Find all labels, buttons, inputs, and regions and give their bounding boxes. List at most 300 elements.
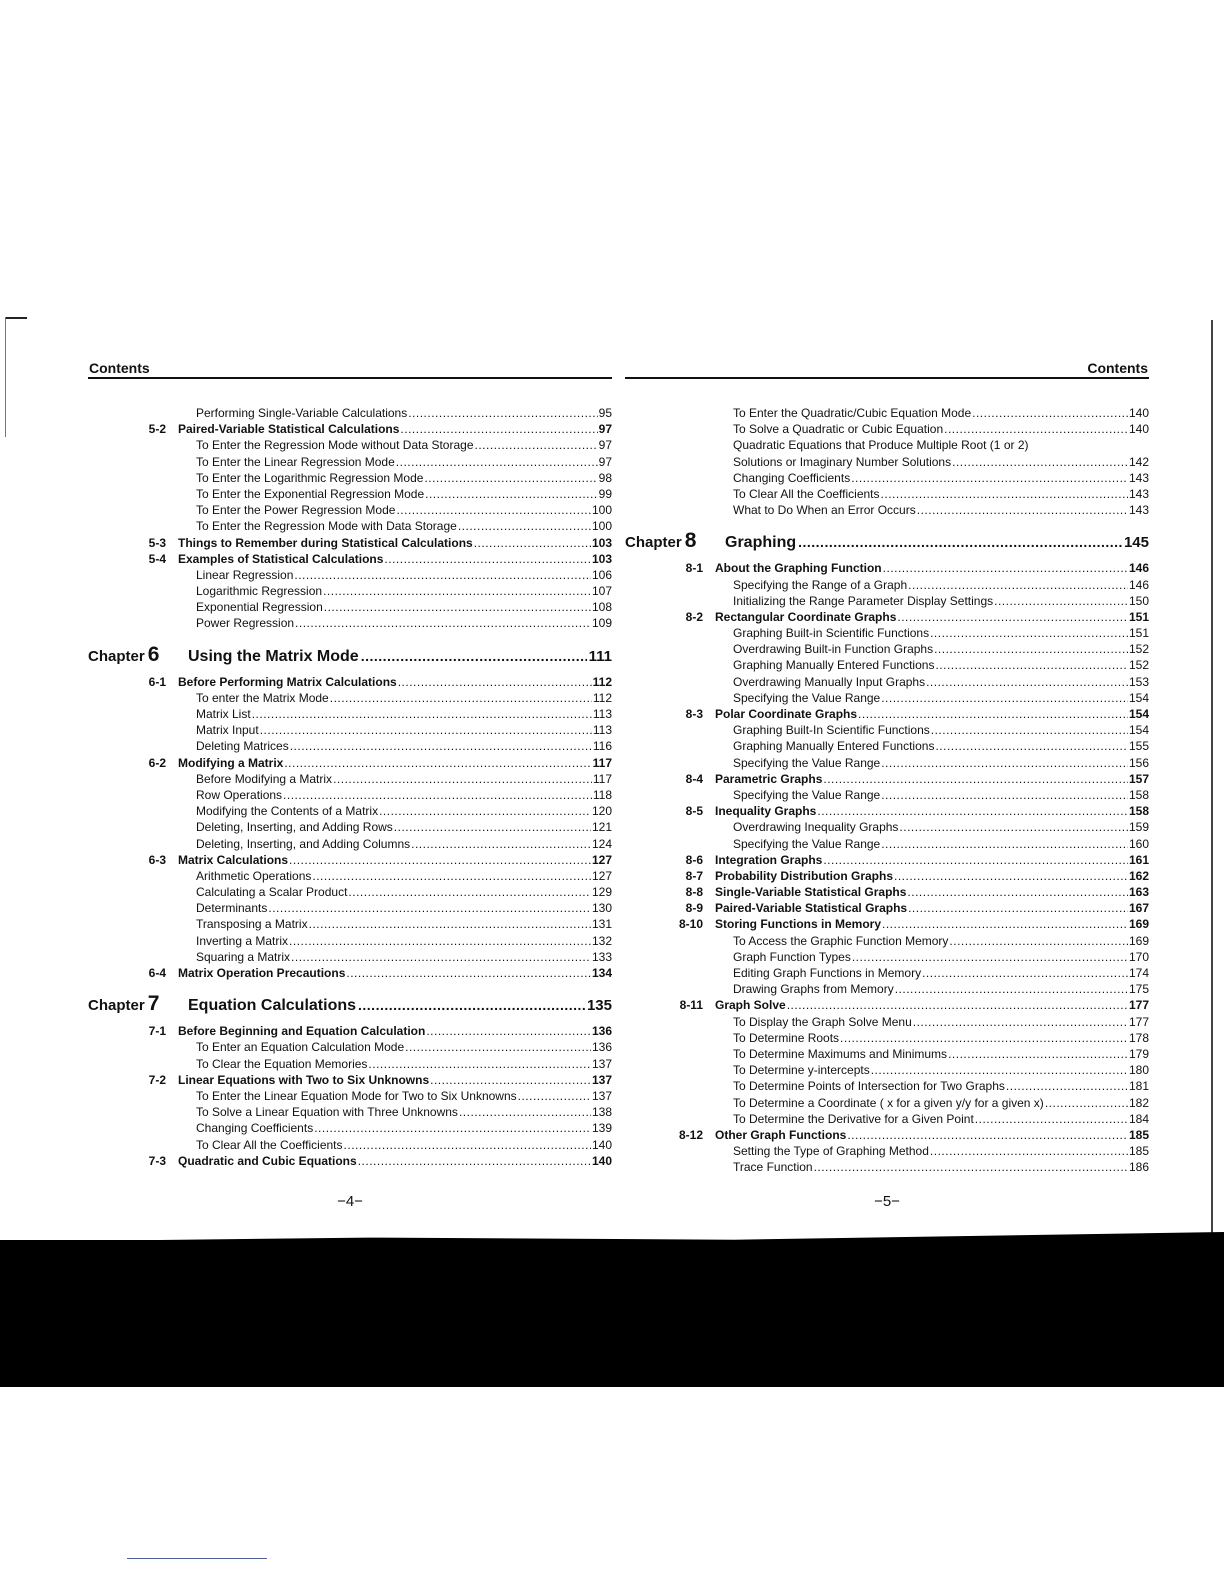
entry-title: To Display the Graph Solve Menu [733,1014,912,1029]
entry-title: Deleting, Inserting, and Adding Columns [196,836,411,851]
toc-entry [88,437,612,453]
leader-dots [424,470,597,486]
leader-dots [368,1056,591,1072]
toc-section-entry [625,916,1149,932]
entry-page: 146 [1128,561,1149,576]
leader-dots [787,997,1128,1013]
entry-title: Examples of Statistical Calculations [178,551,384,566]
leader-dots [361,639,587,673]
leader-dots [252,706,592,722]
entry-page: 97 [598,454,612,469]
toc-entry [88,1104,612,1120]
leader-dots [474,535,591,551]
entry-page: 181 [1128,1079,1149,1094]
leader-dots [852,949,1128,965]
entry-page: 151 [1128,626,1149,641]
entry-page: 136 [591,1024,612,1039]
leader-dots [949,933,1128,949]
entry-title: Trace Function [733,1160,813,1175]
leader-dots [994,593,1128,609]
entry-title: Matrix List [196,707,251,721]
entry-page: 95 [598,406,612,420]
toc-section-entry [625,997,1149,1013]
entry-page: 113 [592,707,612,721]
entry-page: 121 [591,820,612,835]
section-number: 8-8 [685,885,703,900]
entry-page: 133 [591,949,612,964]
leader-dots [1006,1078,1128,1094]
toc-entry [88,884,612,900]
toc-entry [88,405,612,421]
leader-dots [917,502,1128,518]
leader-dots [894,868,1128,884]
entry-page: 167 [1128,901,1149,916]
entry-page: 127 [591,868,612,883]
entry-title: Calculating a Scalar Product [196,885,348,900]
entry-page: 142 [1128,454,1149,469]
entry-page: 100 [591,503,612,518]
section-number: 8-4 [685,771,703,786]
leader-dots [425,486,598,502]
leader-dots [400,421,597,437]
entry-page: 140 [591,1137,612,1152]
leader-dots [972,405,1128,421]
entry-page: 117 [592,771,612,786]
toc-section-entry [88,1153,612,1169]
entry-title: Row Operations [196,787,283,802]
section-number: 7-2 [148,1072,166,1087]
entry-page: 154 [1128,723,1149,738]
leader-dots [295,615,591,631]
entry-title: To Clear the Equation Memories [196,1056,368,1071]
section-number: 8-2 [685,609,703,624]
leader-dots [907,884,1128,900]
toc-entry [88,706,612,722]
leader-dots [858,706,1128,722]
toc-entry [88,933,612,949]
entry-page: 140 [1128,406,1149,420]
toc-entry [625,819,1149,835]
leader-dots [823,852,1128,868]
entry-page: 139 [591,1121,612,1136]
entry-page: 100 [591,519,612,534]
leader-dots [426,1023,591,1039]
toc-section-entry [88,551,612,567]
leader-dots [851,470,1128,486]
chapter-page: 145 [1123,534,1149,552]
leader-dots [459,1104,591,1120]
entry-title: Graphing Built-In Scientific Functions [733,723,930,738]
leader-dots [408,405,597,421]
chapter-heading [88,638,612,672]
right-page-number: −5− [874,1193,900,1210]
section-number: 8-5 [685,804,703,819]
leader-dots [430,1072,591,1088]
toc-entry [88,771,612,787]
entry-page: 158 [1128,804,1149,819]
entry-title: To Enter an Equation Calculation Mode [196,1040,405,1055]
entry-title: To Determine Points of Intersection for Two Graphs [733,1079,1005,1094]
leader-dots [881,486,1128,502]
entry-page: 152 [1128,642,1149,657]
entry-page: 155 [1128,739,1149,754]
entry-title: Deleting Matrices [196,739,289,754]
leader-dots [394,819,591,835]
toc-entry [88,819,612,835]
entry-page: 140 [1128,422,1149,437]
toc-section-entry [88,421,612,437]
section-number: 6-3 [148,852,166,867]
chapter-number: 7 [147,992,160,1016]
chapter-heading [88,987,612,1021]
leader-dots [897,609,1128,625]
entry-title: Other Graph Functions [715,1127,847,1142]
leader-dots [358,1153,591,1169]
leader-dots [411,836,591,852]
entry-title: Before Modifying a Matrix [196,771,333,786]
entry-page: 182 [1128,1095,1149,1110]
entry-title: What to Do When an Error Occurs [733,503,916,518]
toc-entry [625,690,1149,706]
toc-entry [625,674,1149,690]
toc-entry [625,981,1149,997]
leader-dots [814,1159,1128,1175]
entry-page: 180 [1128,1063,1149,1078]
entry-page: 151 [1128,609,1149,624]
toc-entry [88,1039,612,1055]
entry-title: To Clear All the Coefficients [733,486,880,501]
section-number: 7-1 [148,1024,166,1039]
toc-entry [88,518,612,534]
entry-title: To Enter the Power Regression Mode [196,503,396,518]
toc-entry [88,502,612,518]
leader-dots [922,965,1128,981]
entry-page: 159 [1128,820,1149,835]
toc-entry [625,722,1149,738]
entry-page: 169 [1128,917,1149,932]
leader-dots [309,916,591,932]
leader-dots [913,1014,1128,1030]
entry-title: Probability Distribution Graphs [715,868,894,883]
toc-entry [625,625,1149,641]
entry-page: 138 [591,1105,612,1120]
entry-title: To Determine Maximums and Minimums [733,1046,948,1061]
leader-dots [895,981,1128,997]
entry-title: Modifying a Matrix [178,755,284,770]
leader-dots [883,560,1128,576]
leader-dots [926,674,1128,690]
section-number: 8-7 [685,868,703,883]
section-number: 8-9 [685,901,703,916]
entry-title: Single-Variable Statistical Graphs [715,885,907,900]
toc-entry [625,949,1149,965]
toc-entry [88,567,612,583]
entry-title: To Enter the Exponential Regression Mode [196,486,425,501]
chapter-label [625,524,725,560]
entry-page: 154 [1128,707,1149,721]
entry-page: 113 [592,723,612,738]
chapter-word: Chapter [625,534,682,552]
toc-entry [625,1159,1149,1175]
entry-page: 108 [591,600,612,615]
toc-section-entry [88,852,612,868]
toc-entry [88,1137,612,1153]
entry-page: 129 [591,885,612,900]
toc-entry [625,1143,1149,1159]
leader-dots [899,819,1128,835]
leader-dots [268,900,591,916]
entry-title: Before Beginning and Equation Calculation [178,1024,426,1039]
entry-title: Determinants [196,901,268,916]
toc-entry [88,900,612,916]
entry-title: Storing Functions in Memory [715,917,882,932]
entry-title: Polar Coordinate Graphs [715,707,858,721]
leader-dots [284,755,591,771]
entry-page: 169 [1128,933,1149,948]
toc-entry [625,577,1149,593]
entry-title: Specifying the Value Range [733,690,881,705]
entry-page: 103 [591,551,612,566]
entry-title: To Clear All the Coefficients [196,1137,343,1152]
entry-page: 112 [592,690,612,705]
entry-title: Overdrawing Manually Input Graphs [733,674,926,689]
leader-dots [823,771,1128,787]
entry-title: Integration Graphs [715,852,823,867]
entry-page: 97 [598,422,612,437]
entry-title: Specifying the Value Range [733,755,881,770]
entry-title: Overdrawing Built-in Function Graphs [733,642,934,657]
entry-page: 186 [1128,1160,1149,1175]
leader-dots [871,1062,1128,1078]
toc-section-entry [625,609,1149,625]
entry-title: To Enter the Quadratic/Cubic Equation Mode [733,406,972,420]
entry-page: 112 [592,674,612,689]
toc-section-entry [88,1023,612,1039]
chapter-heading [625,524,1149,558]
entry-page: 154 [1128,690,1149,705]
entry-page: 170 [1128,949,1149,964]
toc-section-entry [88,1072,612,1088]
toc-entry [625,755,1149,771]
chapter-title: Equation Calculations [188,997,357,1015]
toc-entry [88,1056,612,1072]
entry-page: 98 [598,470,612,485]
entry-page: 162 [1128,868,1149,883]
entry-title: Logarithmic Regression [196,584,323,599]
entry-title: To Determine Roots [733,1030,840,1045]
entry-title: Setting the Type of Graphing Method [733,1144,929,1159]
entry-title: To Enter the Regression Mode with Data Storage [196,519,457,534]
toc-entry [625,405,1149,421]
entry-page: 140 [591,1153,612,1168]
entry-title: To Enter the Linear Regression Mode [196,454,395,469]
leader-dots [398,674,592,690]
leader-dots [323,583,591,599]
entry-page: 175 [1128,982,1149,997]
toc-entry [625,641,1149,657]
leader-dots [333,771,592,787]
chapter-label [88,987,188,1023]
chapter-number: 8 [684,529,697,553]
toc-entry [625,593,1149,609]
chapter-word: Chapter [88,997,145,1015]
leader-dots [396,454,598,470]
leader-dots [930,1143,1128,1159]
left-page-number: −4− [337,1193,363,1210]
leader-dots [935,657,1128,673]
chapter-number: 6 [147,642,160,666]
entry-title: To Enter the Regression Mode without Data Storage [196,438,474,453]
scan-right-edge [1211,320,1213,1250]
entry-page: 137 [591,1088,612,1103]
leader-dots [881,787,1128,803]
toc-section-entry [88,965,612,981]
entry-page: 103 [591,535,612,550]
leader-dots [881,836,1128,852]
entry-page: 127 [591,852,612,867]
left-header-title: Contents [89,360,150,376]
entry-title: To Determine a Coordinate ( x for a given y/y for a given x) [733,1095,1044,1110]
leader-dots [840,1030,1128,1046]
chapter-label [88,638,188,674]
toc-entry [88,949,612,965]
entry-page: 99 [598,486,612,501]
entry-title: Graphing Manually Entered Functions [733,739,935,754]
entry-page: 134 [591,966,612,980]
entry-title: Arithmetic Operations [196,868,312,883]
entry-title: Specifying the Value Range [733,836,881,851]
entry-title: Overdrawing Inequality Graphs [733,820,899,835]
entry-page: 174 [1128,966,1149,980]
toc-entry [625,454,1149,470]
entry-title: Performing Single-Variable Calculations [196,406,408,420]
toc-entry [625,470,1149,486]
entry-page: 107 [591,584,612,599]
toc-entry [88,1088,612,1104]
entry-page: 143 [1128,503,1149,518]
right-page [625,355,1149,1210]
entry-title: To Determine y-intercepts [733,1063,870,1078]
entry-page: 118 [592,787,612,802]
entry-title: To Enter the Linear Equation Mode for Two to Six Unknowns [196,1088,517,1103]
leader-dots [330,690,592,706]
toc-entry [88,486,612,502]
leader-dots [798,525,1122,559]
left-header [88,355,612,379]
entry-page: 124 [591,836,612,851]
right-toc [625,405,1149,1175]
entry-title: Matrix Input [196,723,259,738]
leader-dots [346,965,591,981]
toc-entry [625,1111,1149,1127]
leader-dots [312,868,591,884]
leader-dots [289,933,591,949]
entry-page: 177 [1128,998,1149,1013]
leader-dots [934,641,1128,657]
entry-page: 160 [1128,836,1149,851]
entry-title: Matrix Operation Precautions [178,966,346,980]
toc-entry [88,1120,612,1136]
entry-page: 136 [591,1040,612,1055]
section-number: 5-4 [148,551,166,566]
leader-dots [405,1039,591,1055]
entry-title: Graphing Built-in Scientific Functions [733,626,930,641]
scan-corner-mark [5,317,27,319]
leader-dots [930,625,1128,641]
leader-dots [348,884,591,900]
leader-dots [344,1137,591,1153]
leader-dots [931,722,1128,738]
section-number: 8-1 [685,561,703,576]
toc-entry [88,916,612,932]
entry-page: 130 [591,901,612,916]
entry-title: Inverting a Matrix [196,933,289,948]
toc-entry [625,738,1149,754]
leader-dots [475,437,598,453]
leader-dots [379,803,591,819]
toc-entry [88,836,612,852]
toc-entry [88,787,612,803]
toc-entry [88,690,612,706]
entry-title: Power Regression [196,616,295,631]
chapter-title: Graphing [725,534,797,552]
entry-title: Editing Graph Functions in Memory [733,966,922,980]
entry-page: 177 [1128,1014,1149,1029]
toc-section-entry [625,560,1149,576]
entry-title: Paired-Variable Statistical Graphs [715,901,908,916]
entry-title: Before Performing Matrix Calculations [178,674,397,689]
leader-dots [314,1120,591,1136]
entry-page: 143 [1128,470,1149,485]
entry-title: Quadratic Equations that Produce Multiple Root (1 or 2) [733,438,1029,453]
toc-entry [88,599,612,615]
entry-page: 157 [1128,771,1149,786]
section-number: 8-11 [679,998,703,1013]
leader-dots [283,787,592,803]
toc-entry [88,738,612,754]
toc-section-entry [625,868,1149,884]
toc-section-entry [625,1127,1149,1143]
leader-dots [882,916,1128,932]
entry-title: To Solve a Linear Equation with Three Unknowns [196,1105,458,1120]
toc-entry [88,615,612,631]
toc-section-entry [88,535,612,551]
entry-page: 179 [1128,1046,1149,1061]
toc-section-entry [625,900,1149,916]
entry-title: Graph Function Types [733,949,851,964]
entry-page: 152 [1128,658,1149,673]
entry-title: Squaring a Matrix [196,949,291,964]
entry-title: Deleting, Inserting, and Adding Rows [196,820,393,835]
left-toc [88,405,612,1169]
entry-page: 137 [591,1072,612,1087]
right-header [625,355,1149,379]
toc-section-entry [625,706,1149,722]
toc-entry [625,502,1149,518]
leader-dots [290,738,592,754]
toc-entry [88,454,612,470]
chapter-page: 135 [586,997,612,1015]
left-page [88,355,612,1210]
toc-section-entry [625,884,1149,900]
entry-title: Exponential Regression [196,600,323,615]
section-number: 5-2 [148,422,166,437]
leader-dots [908,577,1128,593]
toc-entry [625,421,1149,437]
toc-entry [625,657,1149,673]
leader-dots [817,803,1128,819]
entry-page: 116 [592,739,612,754]
